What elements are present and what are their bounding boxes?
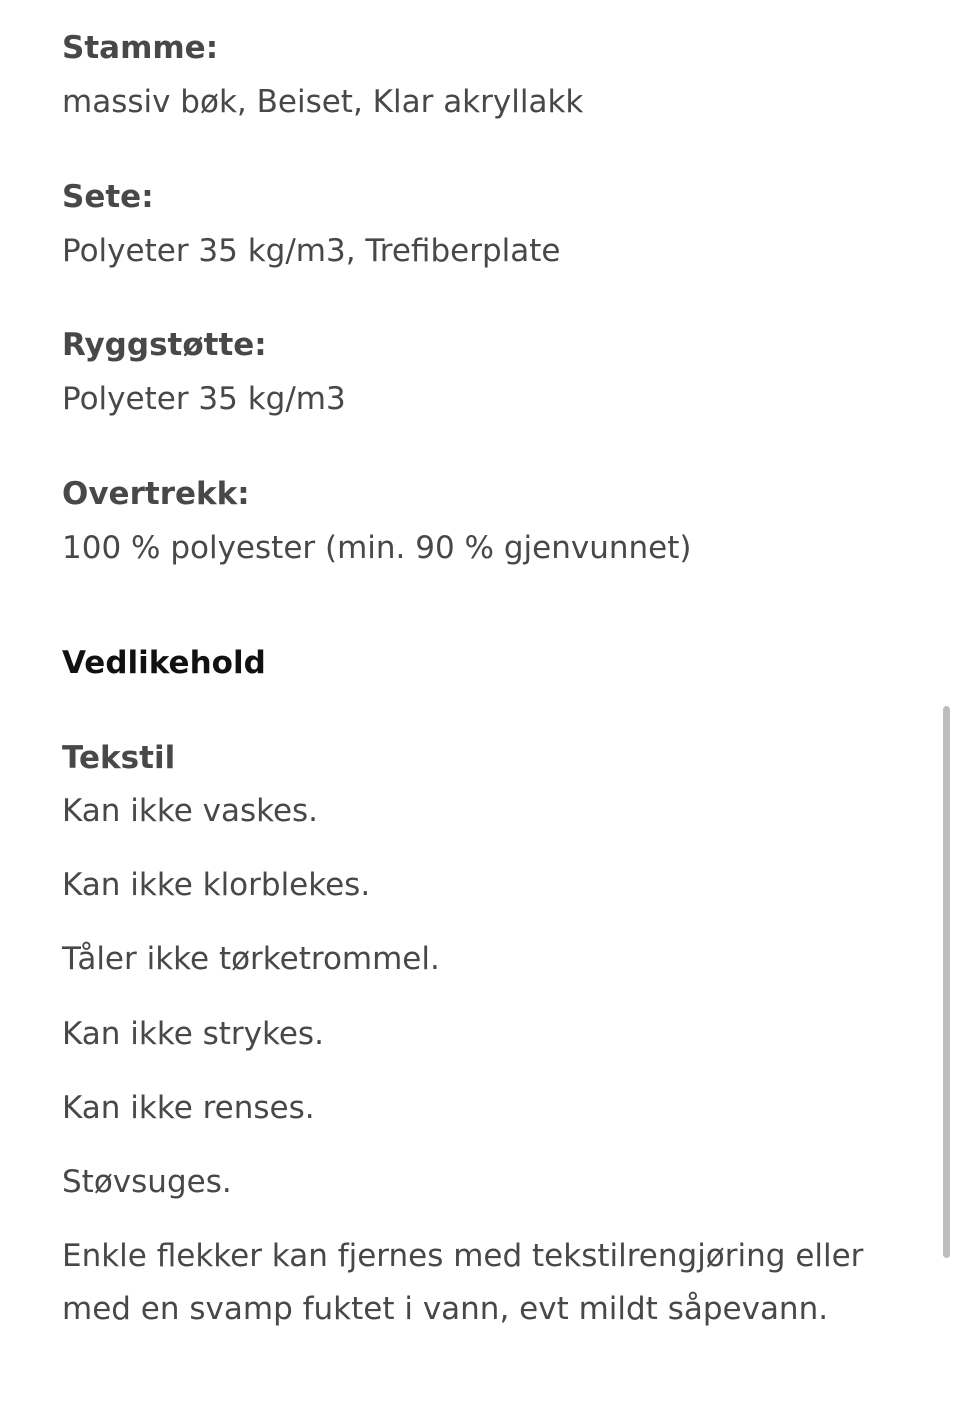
material-label-stamme: Stamme: — [62, 30, 219, 66]
material-value-sete: Polyeter 35 kg/m3, Trefiberplate — [62, 233, 561, 269]
material-label-overtrekk: Overtrekk: — [62, 476, 250, 512]
care-instruction: Tåler ikke tørketrommel. — [62, 941, 440, 977]
care-instruction: Støvsuges. — [62, 1164, 232, 1200]
care-instruction: Kan ikke vaskes. — [62, 793, 319, 829]
material-value-stamme: massiv bøk, Beiset, Klar akryllakk — [62, 84, 584, 120]
care-subtitle-tekstil: Tekstil — [62, 740, 176, 776]
material-value-overtrekk: 100 % polyester (min. 90 % gjenvunnet) — [62, 530, 692, 566]
care-instruction: Kan ikke strykes. — [62, 1016, 324, 1052]
care-instruction: Kan ikke renses. — [62, 1090, 315, 1126]
care-instruction-stains: Enkle flekker kan fjernes med tekstilrengjøring eller med en svamp fuktet i vann, evt mildt såpevann. — [62, 1238, 864, 1327]
scrollbar-thumb[interactable] — [943, 706, 950, 1258]
care-section-title: Vedlikehold — [62, 645, 266, 681]
material-value-ryggstotte: Polyeter 35 kg/m3 — [62, 381, 346, 417]
material-label-sete: Sete: — [62, 179, 154, 215]
care-instruction: Kan ikke klorblekes. — [62, 867, 371, 903]
material-label-ryggstotte: Ryggstøtte: — [62, 327, 267, 363]
